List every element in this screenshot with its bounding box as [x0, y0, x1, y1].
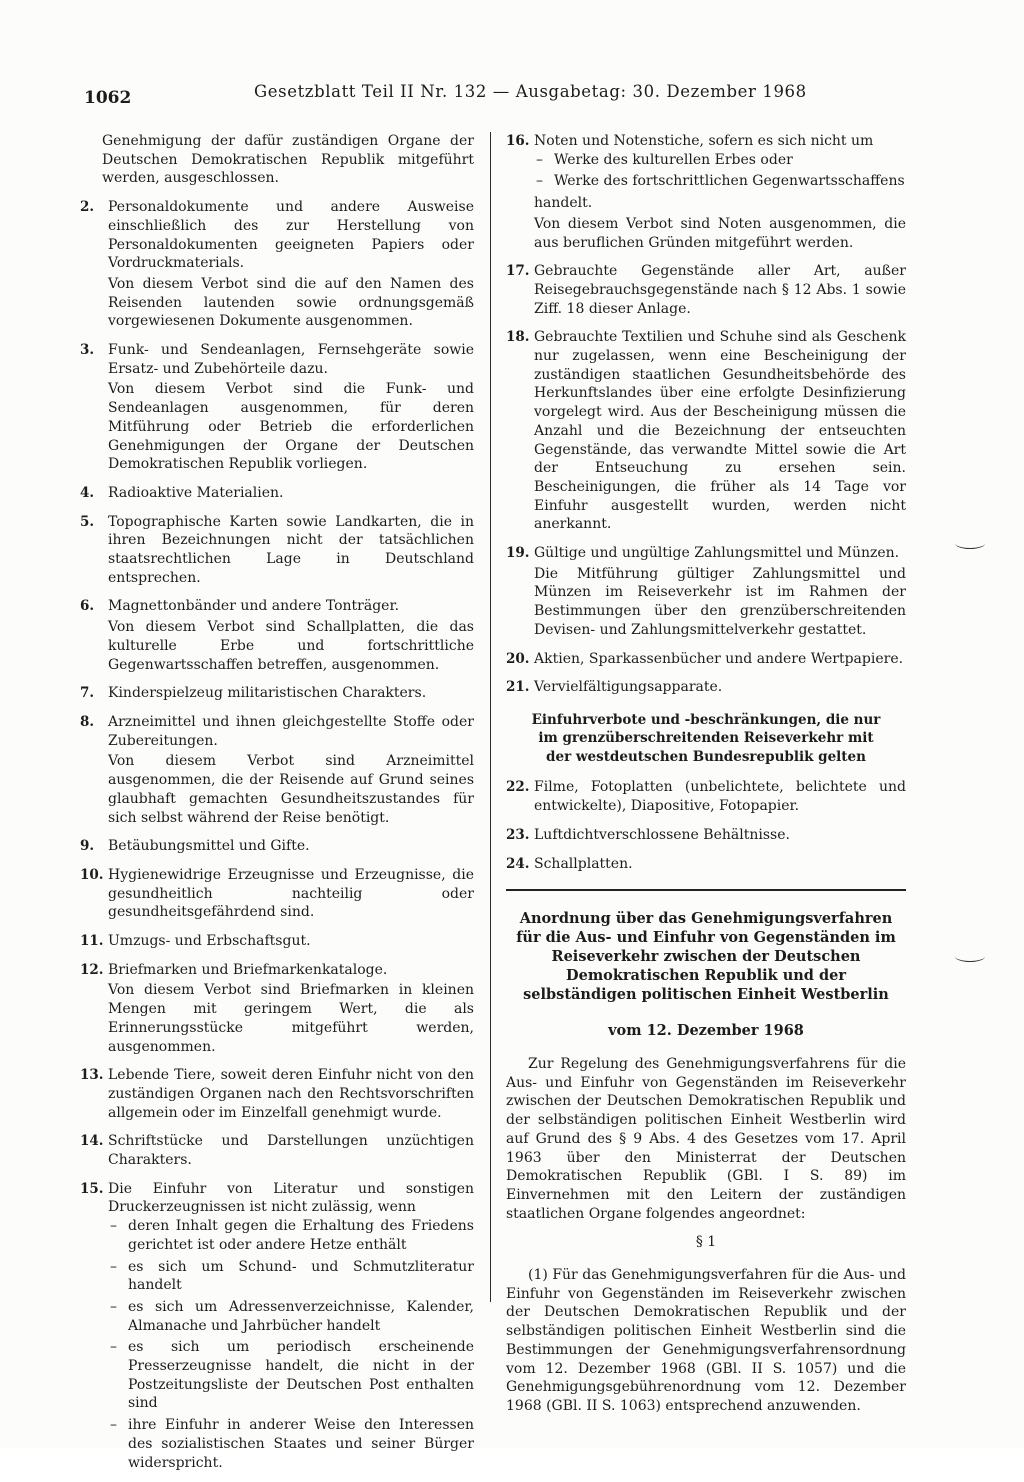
- margin-mark: [955, 951, 985, 962]
- item-text-tail: handelt.: [534, 195, 593, 212]
- item-text: Luftdichtverschlossene Behältnisse.: [534, 826, 790, 843]
- page-number: 1062: [84, 88, 132, 108]
- list-item: [80, 341, 474, 474]
- item-text: Hygienewidrige Erzeugnisse und Erzeugnisse, die gesundheitlich nachteilig oder gesundheitsgefährdend sind.: [108, 866, 474, 921]
- section-mark: § 1: [695, 1234, 717, 1251]
- item-number: 2.: [80, 199, 95, 216]
- list-item: [80, 1066, 474, 1122]
- item-text: Vervielfältigungsapparate.: [534, 679, 723, 696]
- item-text: Betäubungsmittel und Gifte.: [108, 838, 310, 855]
- dash-list-item: – es sich um Schund- und Schmutzliteratur handelt: [108, 1258, 474, 1295]
- dash-list-item: – ihre Einfuhr in anderer Weise den Interessen des sozialistischen Staates und seiner Bürger widerspricht.: [108, 1416, 474, 1472]
- item-exception: Von diesem Verbot sind Arzneimittel ausgenommen, die der Reisende auf Grund seines glaubhaft gemachten Gesundheitszustandes für sich selbst während der Reise benötigt.: [108, 753, 474, 826]
- item-exception: Von diesem Verbot sind Briefmarken in kleinen Mengen mit geringem Wert, die als Erinnerungsstücke mitgeführt werden, ausgenommen.: [108, 982, 474, 1055]
- item-number: 14.: [80, 1133, 104, 1150]
- decree-date: vom 12. Dezember 1968: [608, 1022, 804, 1040]
- horizontal-rule: [506, 889, 906, 891]
- list-item: [80, 837, 474, 856]
- list-item: [506, 544, 906, 640]
- list-item: [506, 855, 906, 874]
- item-text: Schriftstücke und Darstellungen unzüchtigen Charakters.: [108, 1133, 474, 1169]
- dash-list: [534, 151, 906, 191]
- item-text: Briefmarken und Briefmarkenkataloge.: [108, 961, 388, 978]
- item-number: 11.: [80, 933, 104, 950]
- list-item: [80, 932, 474, 951]
- item-number: 24.: [506, 855, 530, 872]
- item-text: Gebrauchte Gegenstände aller Art, außer Reisegebrauchsgegenstände nach § 12 Abs. 1 sowie Ziff. 18 dieser Anlage.: [534, 263, 906, 317]
- item-text: Filme, Fotoplatten (unbelichtete, belichtete und entwickelte), Diapositive, Fotopapier.: [534, 779, 906, 815]
- item-number: 12.: [80, 961, 104, 978]
- item-number: 8.: [80, 713, 95, 730]
- column-divider: [490, 132, 491, 1302]
- item-text: Lebende Tiere, soweit deren Einfuhr nicht von den zuständigen Organen nach den Rechtsvorschriften allgemein oder im Einzelfall genehmigt wurde.: [108, 1067, 474, 1121]
- item-text: Die Einfuhr von Literatur und sonstigen Druckerzeugnissen ist nicht zulässig, wenn: [108, 1180, 474, 1216]
- item-text: Gültige und ungültige Zahlungsmittel und Münzen.: [534, 545, 900, 562]
- item-exception: Von diesem Verbot sind Schallplatten, die das kulturelle Erbe und fortschrittliche Gegenwartsschaffen betreffen, ausgenommen.: [108, 619, 474, 673]
- item-number: 6.: [80, 598, 95, 615]
- list-item: [80, 1132, 474, 1169]
- list-item: [80, 513, 474, 588]
- item-number: 10.: [80, 866, 104, 883]
- dash-list: [108, 1217, 474, 1472]
- item-number: 4.: [80, 484, 95, 501]
- dash-list-item: – Werke des kulturellen Erbes oder: [534, 151, 906, 170]
- margin-mark: [955, 538, 985, 549]
- dash-list-item: – es sich um periodisch erscheinende Presserzeugnisse handelt, die nicht in der Postzeitungsliste der Deutschen Post enthalten sind: [108, 1338, 474, 1413]
- item-text: Aktien, Sparkassenbücher und andere Wertpapiere.: [534, 650, 904, 667]
- list-item: [506, 650, 906, 669]
- item-number: 13.: [80, 1067, 104, 1084]
- item-number: 7.: [80, 685, 95, 702]
- item-exception: Von diesem Verbot sind Noten ausgenommen, die aus beruflichen Gründen mitgeführt werden.: [534, 215, 906, 251]
- item-number: 21.: [506, 679, 530, 696]
- list-item: [506, 262, 906, 318]
- item-exception: Von diesem Verbot sind die auf den Namen des Reisenden lautenden sowie ordnungsgemäß vorgewiesenen Dokumente ausgenommen.: [108, 275, 474, 330]
- item-number: 19.: [506, 545, 530, 562]
- continuation-text: Genehmigung der dafür zuständigen Organe der Deutschen Demokratischen Republik mitgeführt werden, ausgeschlossen.: [102, 133, 474, 187]
- decree-title: Anordnung über das Genehmigungsverfahren für die Aus- und Einfuhr von Gegenständen im Reiseverkehr zwischen der Deutschen Demokratischen Republik und der selbständigen politischen Einheit Westberlin: [516, 910, 896, 1004]
- item-text: Umzugs- und Erbschaftsgut.: [108, 933, 311, 950]
- list-item: [80, 1180, 474, 1473]
- item-number: 9.: [80, 838, 95, 855]
- item-number: 15.: [80, 1180, 104, 1197]
- list-item: [506, 826, 906, 845]
- item-number: 18.: [506, 329, 530, 346]
- item-text: Topographische Karten sowie Landkarten, die in ihren Bezeichnungen nicht der tatsächlichen staatsrechtlichen Lage in Deutschland entsprechen.: [108, 513, 474, 586]
- item-number: 22.: [506, 779, 530, 796]
- left-column: [80, 132, 474, 1482]
- list-item: [80, 684, 474, 703]
- decree-preamble: Zur Regelung des Genehmigungsverfahrens für die Aus- und Einfuhr von Gegenständen im Reiseverkehr zwischen der Deutschen Demokratischen Republik und der selbständigen politischen Einheit Westberlin wird auf Grund des § 9 Abs. 4 des Gesetzes vom 17. April 1963 über den Ministerrat der Deutschen Demokratischen Republik (GBl. I S. 89) im Einvernehmen mit den Leitern der zuständigen staatlichen Organe folgendes angeordnet:: [506, 1056, 906, 1222]
- item-text: Radioaktive Materialien.: [108, 484, 284, 501]
- list-item: [80, 866, 474, 922]
- item-text: Funk- und Sendeanlagen, Fernsehgeräte sowie Ersatz- und Zubehörteile dazu.: [108, 342, 474, 377]
- dash-list-item: – es sich um Adressenverzeichnisse, Kalender, Almanache und Jahrbücher handelt: [108, 1298, 474, 1335]
- item-number: 5.: [80, 513, 95, 530]
- section-text: (1) Für das Genehmigungsverfahren für die Aus- und Einfuhr von Gegenständen im Reiseverkehr zwischen der Deutschen Demokratischen Republik und der selbständigen politischen Einheit Westberlin sind die Bestimmungen der Genehmigungsverfahrensordnung vom 12. Dezember 1968 (GBl. II S. 1057) und die Genehmigungsgebührenordnung vom 12. Dezember 1968 (GBl. II S. 1063) entsprechend anzuwenden.: [506, 1267, 906, 1414]
- right-column: [506, 132, 906, 1426]
- list-item: [80, 198, 474, 331]
- item-number: 16.: [506, 133, 530, 149]
- item-number: 20.: [506, 650, 530, 667]
- list-item: [80, 597, 474, 674]
- section-heading: Einfuhrverbote und -beschränkungen, die nur im grenzüberschreitenden Reiseverkehr mit der westdeutschen Bundesrepublik gelten: [531, 711, 881, 765]
- item-number: 17.: [506, 263, 530, 280]
- item-text: Noten und Notenstiche, sofern es sich nicht um: [534, 133, 874, 149]
- dash-list-item: – Werke des fortschrittlichen Gegenwartsschaffens: [534, 172, 906, 191]
- running-title: Gesetzblatt Teil II Nr. 132 — Ausgabetag: 30. Dezember 1968: [254, 82, 807, 101]
- list-item: [80, 713, 474, 827]
- list-item: [506, 678, 906, 697]
- item-text: Schallplatten.: [534, 855, 633, 872]
- item-text: Arzneimittel und ihnen gleichgestellte Stoffe oder Zubereitungen.: [108, 713, 474, 749]
- list-item: [506, 132, 906, 252]
- item-text: Personaldokumente und andere Ausweise einschließlich des zur Herstellung von Personaldokumenten geeigneten Papiers oder Vordruckmaterials.: [108, 199, 474, 272]
- dash-list-item: – deren Inhalt gegen die Erhaltung des Friedens gerichtet ist oder andere Hetze enthält: [108, 1217, 474, 1254]
- item-text: Gebrauchte Textilien und Schuhe sind als Geschenk nur zugelassen, wenn eine Bescheinigung der zuständigen staatlichen Gesundheitsbehörde des Herkunftslandes über eine erfolgte Desinfizierung vorgelegt wird. Aus der Bescheinigung müssen die Anzahl und die Bezeichnung der entseuchten Gegenstände, das verwandte Mittel sowie die Art der Entseuchung zu ersehen sein. Bescheinigungen, die früher als 14 Tage vor Einfuhr ausgestellt wurden, werden nicht anerkannt.: [534, 329, 906, 533]
- item-number: 3.: [80, 342, 95, 359]
- list-item: [80, 484, 474, 503]
- item-exception: Von diesem Verbot sind die Funk- und Sendeanlagen ausgenommen, für deren Mitführung oder Betrieb die erforderlichen Genehmigungen der Organe der Deutschen Demokratischen Republik vorliegen.: [108, 381, 474, 473]
- item-exception: Die Mitführung gültiger Zahlungsmittel und Münzen im Reiseverkehr ist im Rahmen der Bestimmungen über den grenzüberschreitenden Devisen- und Zahlungsmittelverkehr gestattet.: [534, 565, 906, 638]
- list-item: [506, 328, 906, 534]
- item-text: Magnettonbänder und andere Tonträger.: [108, 598, 400, 615]
- list-item: [80, 961, 474, 1057]
- list-item: [506, 778, 906, 815]
- item-text: Kinderspielzeug militaristischen Charakters.: [108, 685, 427, 702]
- item-number: 23.: [506, 826, 530, 843]
